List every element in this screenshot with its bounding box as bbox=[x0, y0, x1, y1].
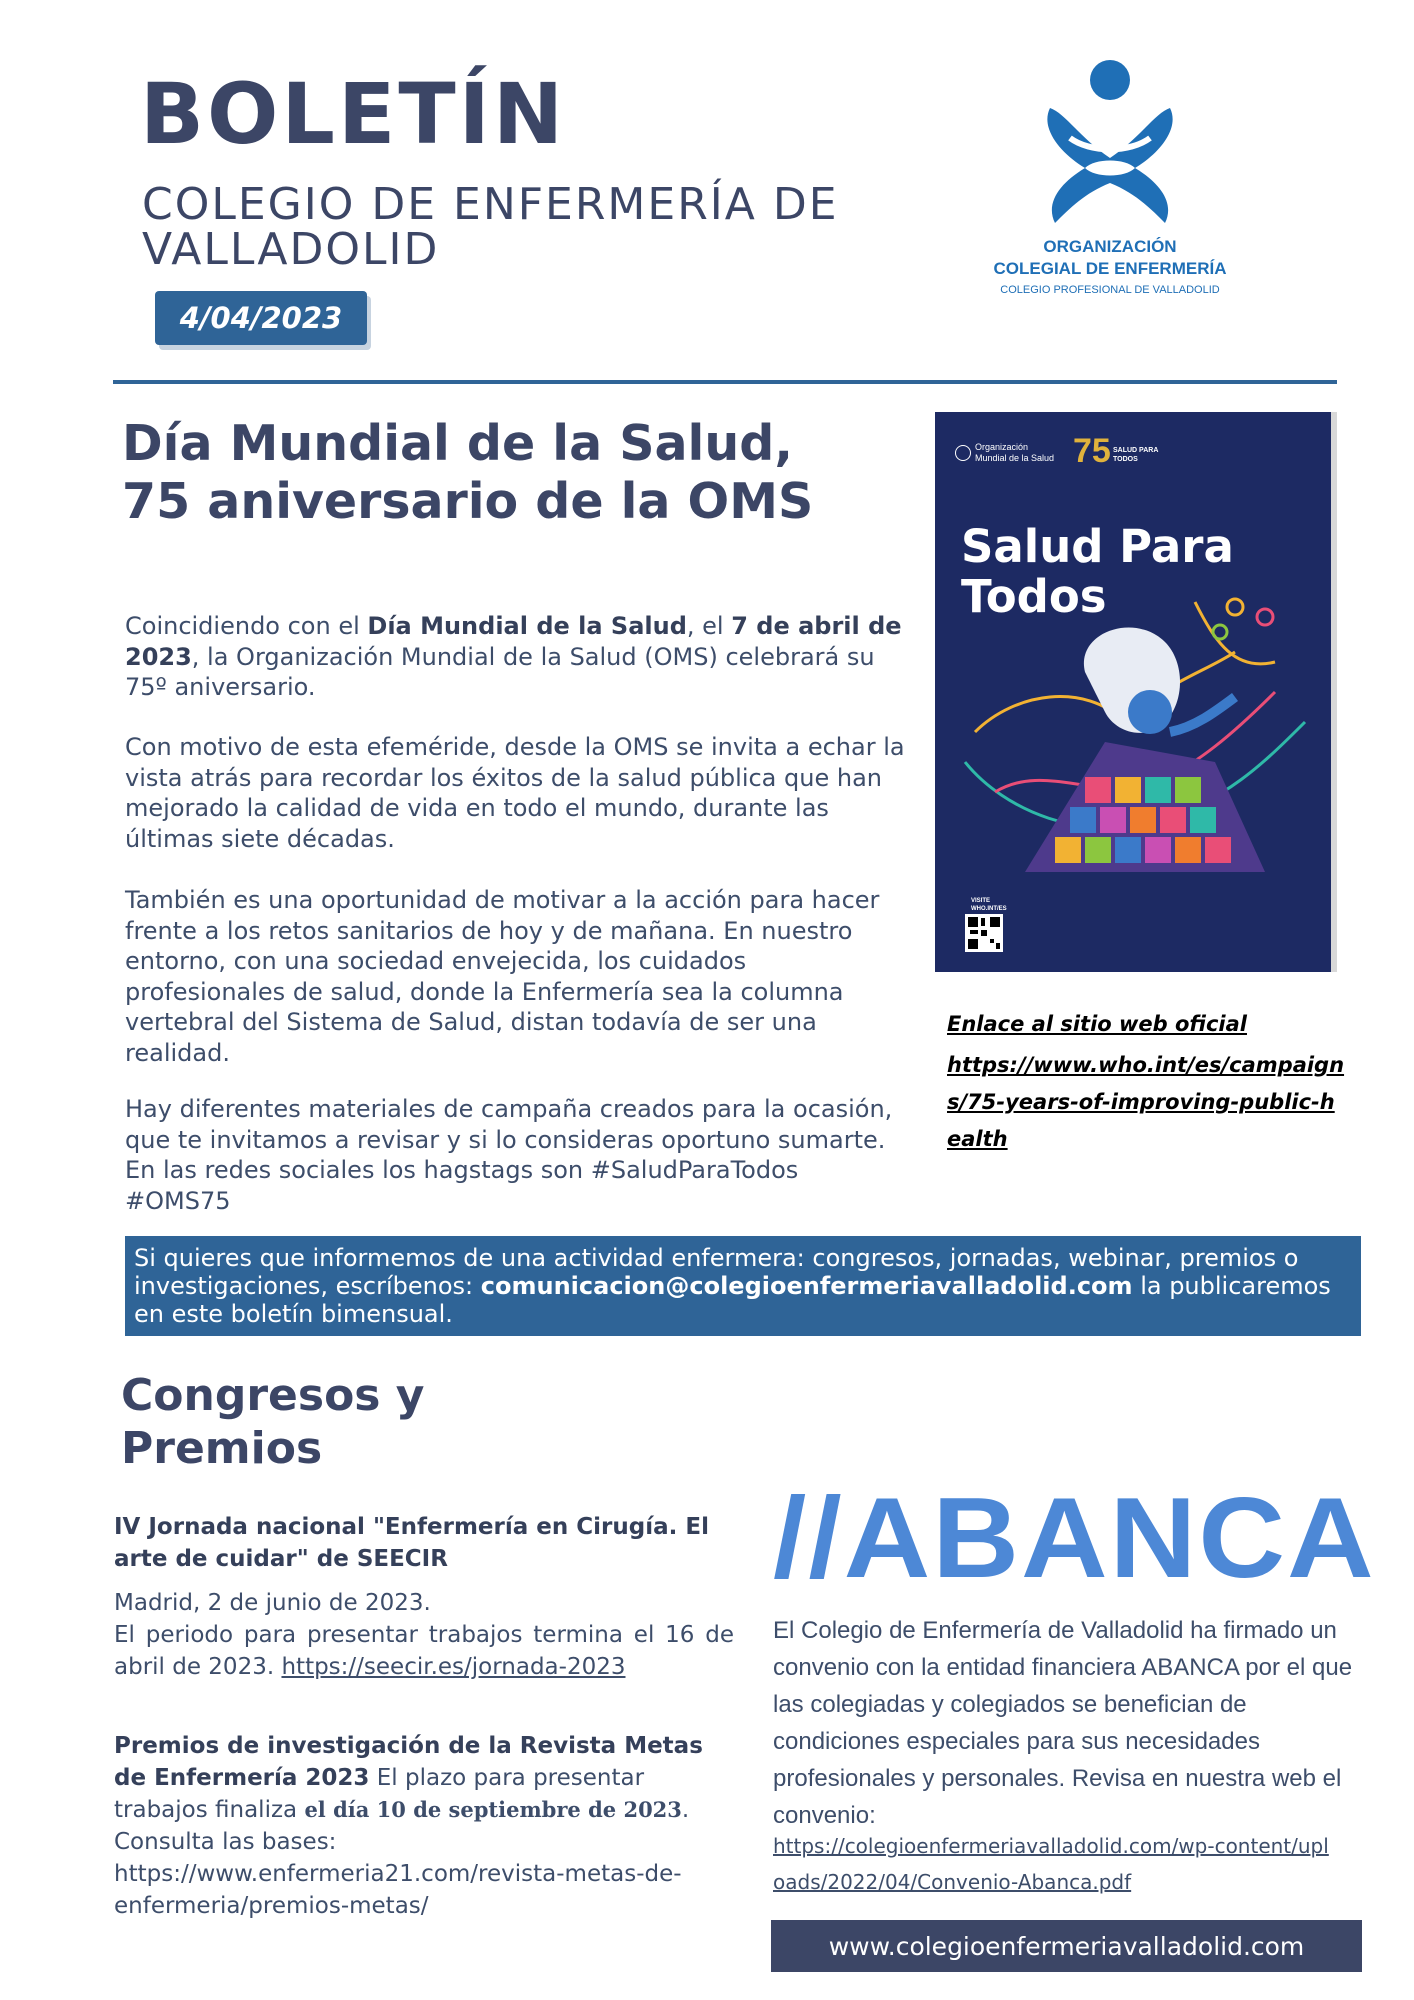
who-emblem-icon bbox=[955, 445, 971, 461]
official-site-link[interactable]: https://www.who.int/es/campaigns/75-years-of-improving-public-health bbox=[947, 1053, 1345, 1151]
header-divider bbox=[113, 380, 1337, 384]
qr-code-icon bbox=[965, 914, 1003, 952]
event-1-date: Madrid, 2 de junio de 2023. bbox=[114, 1590, 431, 1616]
bulletin-subtitle-line1: COLEGIO DE ENFERMERÍA DE bbox=[142, 179, 839, 230]
poster-tagline: SALUD PARA TODOS bbox=[1113, 447, 1159, 463]
contact-email-link[interactable]: comunicacion@colegioenfermeriavalladolid.com bbox=[480, 1272, 1133, 1300]
date-badge: 4/04/2023 bbox=[155, 291, 367, 345]
abanca-logo: //ABANCA bbox=[773, 1474, 1376, 1602]
event-1-title: IV Jornada nacional "Enfermería en Cirugía. El arte de cuidar" de SEECIR bbox=[114, 1514, 709, 1572]
footer-website-link[interactable]: www.colegioenfermeriavalladolid.com bbox=[771, 1920, 1362, 1972]
article-paragraph-1: Coincidiendo con el Día Mundial de la Salud, el 7 de abril de 2023, la Organización Mundial de la Salud (OMS) celebrará su 75º aniversario. bbox=[125, 612, 902, 701]
organization-logo bbox=[960, 58, 1260, 308]
poster-illustration bbox=[935, 562, 1331, 892]
event-1-description: El periodo para presentar trabajos termina el 16 de abril de 2023. https://seecir.es/jornada-2023 bbox=[114, 1622, 734, 1680]
article-paragraph-3: También es una oportunidad de motivar a la acción para hacer frente a los retos sanitarios de hoy y de mañana. En nuestro entorno, con una sociedad envejecida, los cuidados profesionales de salud, donde la Enfermería sea la columna vertebral del Sistema de Salud, distan todavía de ser una realidad. bbox=[125, 886, 880, 1067]
poster-who-label: Organización Mundial de la Salud bbox=[955, 442, 1055, 464]
article-title: Día Mundial de la Salud, 75 aniversario de la OMS bbox=[122, 415, 814, 530]
event-2-title: Premios de investigación de la Revista Metas de Enfermería 2023 bbox=[114, 1733, 703, 1791]
abanca-agreement-link[interactable]: https://colegioenfermeriavalladolid.com/wp-content/uploads/2022/04/Convenio-Abanca.pdf bbox=[773, 1834, 1329, 1894]
nurse-figure-logo-icon bbox=[1040, 58, 1180, 228]
event-1-link[interactable]: https://seecir.es/jornada-2023 bbox=[281, 1654, 626, 1680]
event-2-deadline: el día 10 de septiembre de 2023 bbox=[304, 1797, 682, 1822]
section-title-congresos: Congresos y Premios bbox=[121, 1370, 425, 1474]
bulletin-title: BOLETÍN bbox=[140, 65, 567, 163]
bulletin-subtitle-line2: VALLADOLID bbox=[142, 224, 440, 275]
article-paragraph-2: Con motivo de esta efeméride, desde la OMS se invita a echar la vista atrás para recordar los éxitos de la salud pública que han mejorado la calidad de vida en todo el mundo, durante las últimas siete décadas. bbox=[125, 733, 905, 853]
logo-text-line2: COLEGIAL DE ENFERMERÍA bbox=[993, 259, 1227, 278]
campaign-poster bbox=[935, 412, 1337, 972]
contact-banner bbox=[125, 1236, 1361, 1336]
event-2-description: Premios de investigación de la Revista Metas de Enfermería 2023 El plazo para presentar trabajos finaliza el día 10 de septiembre de 2023. Consulta las bases: https://www.enfermeria21.com/revista-metas-de-enfermeria/premios-metas/ bbox=[114, 1733, 703, 1919]
official-site-label[interactable]: Enlace al sitio web oficial bbox=[947, 1012, 1247, 1036]
abanca-agreement-text: El Colegio de Enfermería de Valladolid ha firmado un convenio con la entidad financiera ABANCA por el que las colegiadas y colegiados se benefician de condiciones especiales para sus necesidades profesionales y personales. Revisa en nuestra web el convenio: bbox=[773, 1617, 1353, 1829]
logo-text-line1: ORGANIZACIÓN bbox=[1043, 237, 1177, 256]
poster-75-mark: 75 bbox=[1073, 432, 1111, 470]
poster-title: Salud Para Todos bbox=[961, 520, 1234, 623]
contact-banner-text: Si quieres que informemos de una actividad enfermera: congresos, jornadas, webinar, premios o investigaciones, escríbenos: comunicacion@colegioenfermeriavalladolid.com la publicaremos en este boletín bimensual. bbox=[134, 1244, 1331, 1328]
logo-text-line3: COLEGIO PROFESIONAL DE VALLADOLID bbox=[1000, 284, 1220, 296]
poster-visit-label: VISITE WHO.INT/ES bbox=[971, 898, 1007, 912]
article-paragraph-4: Hay diferentes materiales de campaña creados para la ocasión, que te invitamos a revisar y si lo consideras oportuno sumarte. En las redes sociales los hagstags son #SaludParaTodos #OMS75 bbox=[125, 1095, 893, 1215]
